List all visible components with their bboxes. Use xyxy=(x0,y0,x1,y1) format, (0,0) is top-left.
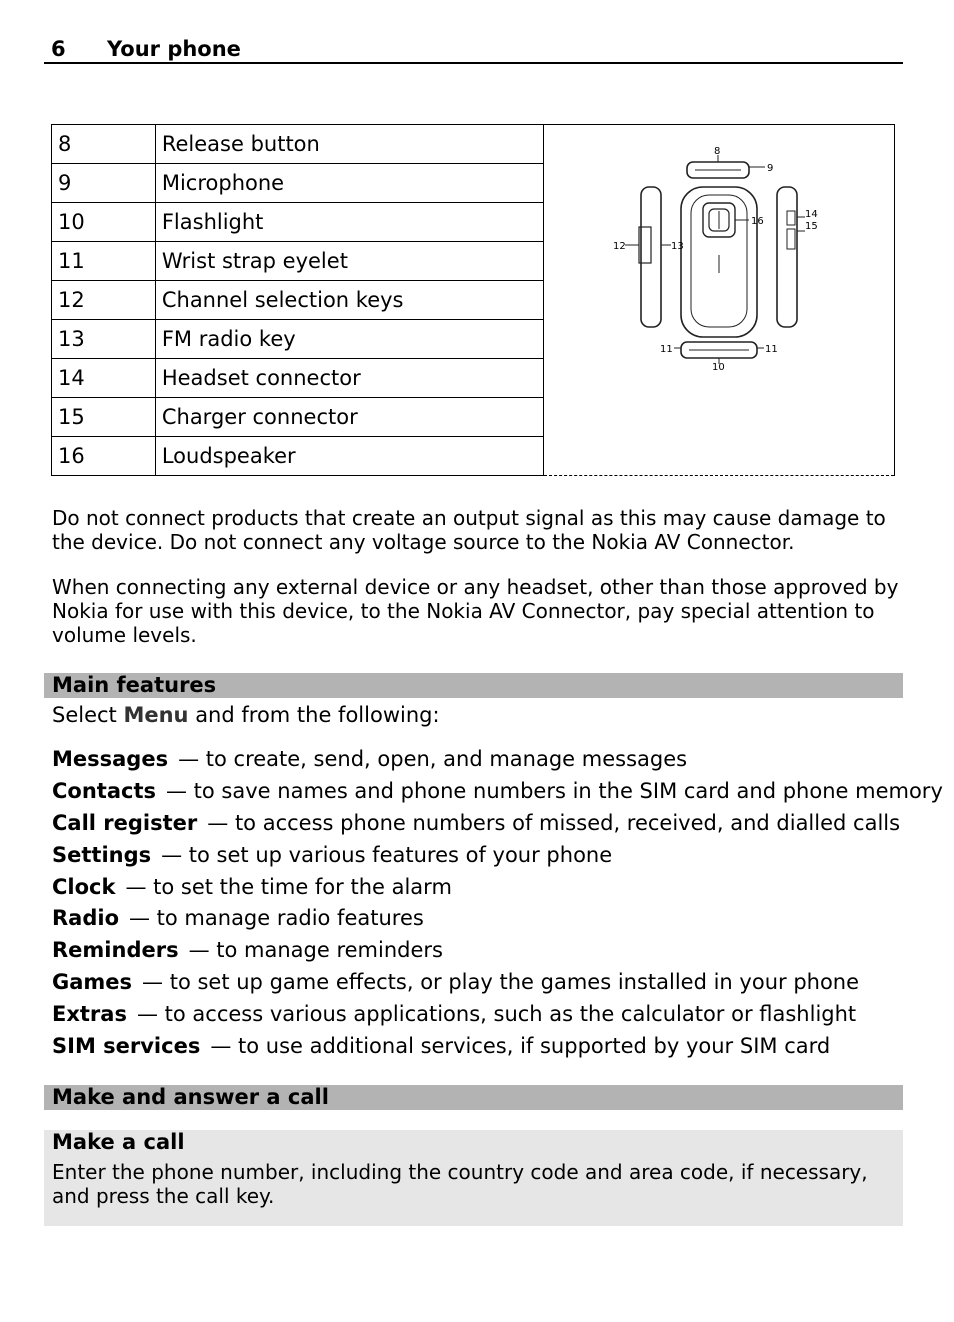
feature-desc: — to manage radio features xyxy=(129,906,424,931)
part-number: 10 xyxy=(52,203,156,242)
part-label: Microphone xyxy=(155,164,543,203)
menu-intro-before: Select xyxy=(52,703,124,727)
section-heading-main-features: Main features xyxy=(44,673,903,698)
page-title: Your phone xyxy=(107,37,241,61)
feature-desc: — to manage reminders xyxy=(188,938,443,963)
list-item xyxy=(52,840,902,872)
part-label: Headset connector xyxy=(155,359,543,398)
features-list xyxy=(52,744,943,1063)
menu-intro xyxy=(52,703,902,727)
feature-desc: — to set up game effects, or play the games installed in your phone xyxy=(142,970,860,995)
diagram-label: 8 xyxy=(714,146,721,157)
part-number: 13 xyxy=(52,320,156,359)
section-heading-make-answer-call: Make and answer a call xyxy=(44,1085,903,1110)
list-item xyxy=(52,967,902,999)
feature-name: Call register xyxy=(52,810,198,835)
part-number: 15 xyxy=(52,398,156,437)
part-label: Wrist strap eyelet xyxy=(155,242,543,281)
feature-name: Messages xyxy=(52,747,169,771)
part-number: 16 xyxy=(52,437,156,476)
feature-desc: — to access phone numbers of missed, received, and dialled calls xyxy=(207,810,901,835)
parts-table xyxy=(51,124,895,476)
page-number: 6 xyxy=(51,37,66,61)
make-call-box xyxy=(44,1130,903,1226)
diagram-label: 11 xyxy=(765,344,778,355)
menu-keyword: Menu xyxy=(123,703,189,727)
feature-desc: — to use additional services, if supported by your SIM card xyxy=(210,1034,831,1059)
diagram-label: 10 xyxy=(712,362,725,373)
make-call-title: Make a call xyxy=(52,1130,185,1154)
part-number: 8 xyxy=(52,125,156,164)
volume-warning: When connecting any external device or any headset, other than those approved by Nokia for use with this device, to the Nokia AV Connector, pay special attention to volume levels. xyxy=(52,575,899,647)
feature-desc: — to set up various features of your phone xyxy=(161,842,613,867)
diagram-label: 12 xyxy=(613,241,626,252)
part-label: Release button xyxy=(155,125,543,164)
diagram-label: 13 xyxy=(671,241,684,252)
list-item xyxy=(52,935,902,967)
part-label: Channel selection keys xyxy=(155,281,543,320)
part-label: FM radio key xyxy=(155,320,543,359)
phone-right-side xyxy=(777,187,797,327)
list-item xyxy=(52,776,943,808)
feature-desc: — to create, send, open, and manage messages xyxy=(178,747,688,771)
diagram-label: 9 xyxy=(767,163,774,174)
feature-desc: — to set the time for the alarm xyxy=(125,874,452,899)
part-label: Flashlight xyxy=(155,203,543,242)
feature-name: Radio xyxy=(52,906,119,931)
list-item xyxy=(52,872,902,904)
feature-desc: — to access various applications, such as the calculator or flashlight xyxy=(136,1002,857,1027)
table-row xyxy=(52,125,895,164)
feature-name: SIM services xyxy=(52,1034,201,1059)
menu-intro-after: and from the following: xyxy=(188,703,440,727)
connector-warning: Do not connect products that create an output signal as this may cause damage to the device. Do not connect any voltage source to the Nokia AV Connector. xyxy=(52,506,886,554)
part-number: 11 xyxy=(52,242,156,281)
page-header xyxy=(44,34,903,64)
feature-desc: — to save names and phone numbers in the SIM card and phone memory xyxy=(166,778,943,803)
diagram-cell xyxy=(544,125,895,476)
feature-name: Contacts xyxy=(52,778,156,803)
feature-name: Extras xyxy=(52,1002,127,1027)
part-number: 14 xyxy=(52,359,156,398)
part-number: 9 xyxy=(52,164,156,203)
phone-diagram xyxy=(613,145,819,373)
list-item xyxy=(52,744,902,776)
list-item xyxy=(52,808,902,840)
feature-name: Games xyxy=(52,970,133,995)
make-call-text: Enter the phone number, including the country code and area code, if necessary, and press the call key. xyxy=(52,1160,868,1208)
feature-name: Clock xyxy=(52,874,116,899)
diagram-label: 16 xyxy=(751,216,764,227)
list-item xyxy=(52,999,902,1031)
part-label: Charger connector xyxy=(155,398,543,437)
part-label: Loudspeaker xyxy=(155,437,543,476)
diagram-label: 14 xyxy=(805,209,818,220)
diagram-label: 15 xyxy=(805,221,818,232)
list-item xyxy=(52,903,902,935)
feature-name: Settings xyxy=(52,842,152,867)
list-item xyxy=(52,1031,902,1063)
part-number: 12 xyxy=(52,281,156,320)
diagram-label: 11 xyxy=(660,344,673,355)
feature-name: Reminders xyxy=(52,938,179,963)
